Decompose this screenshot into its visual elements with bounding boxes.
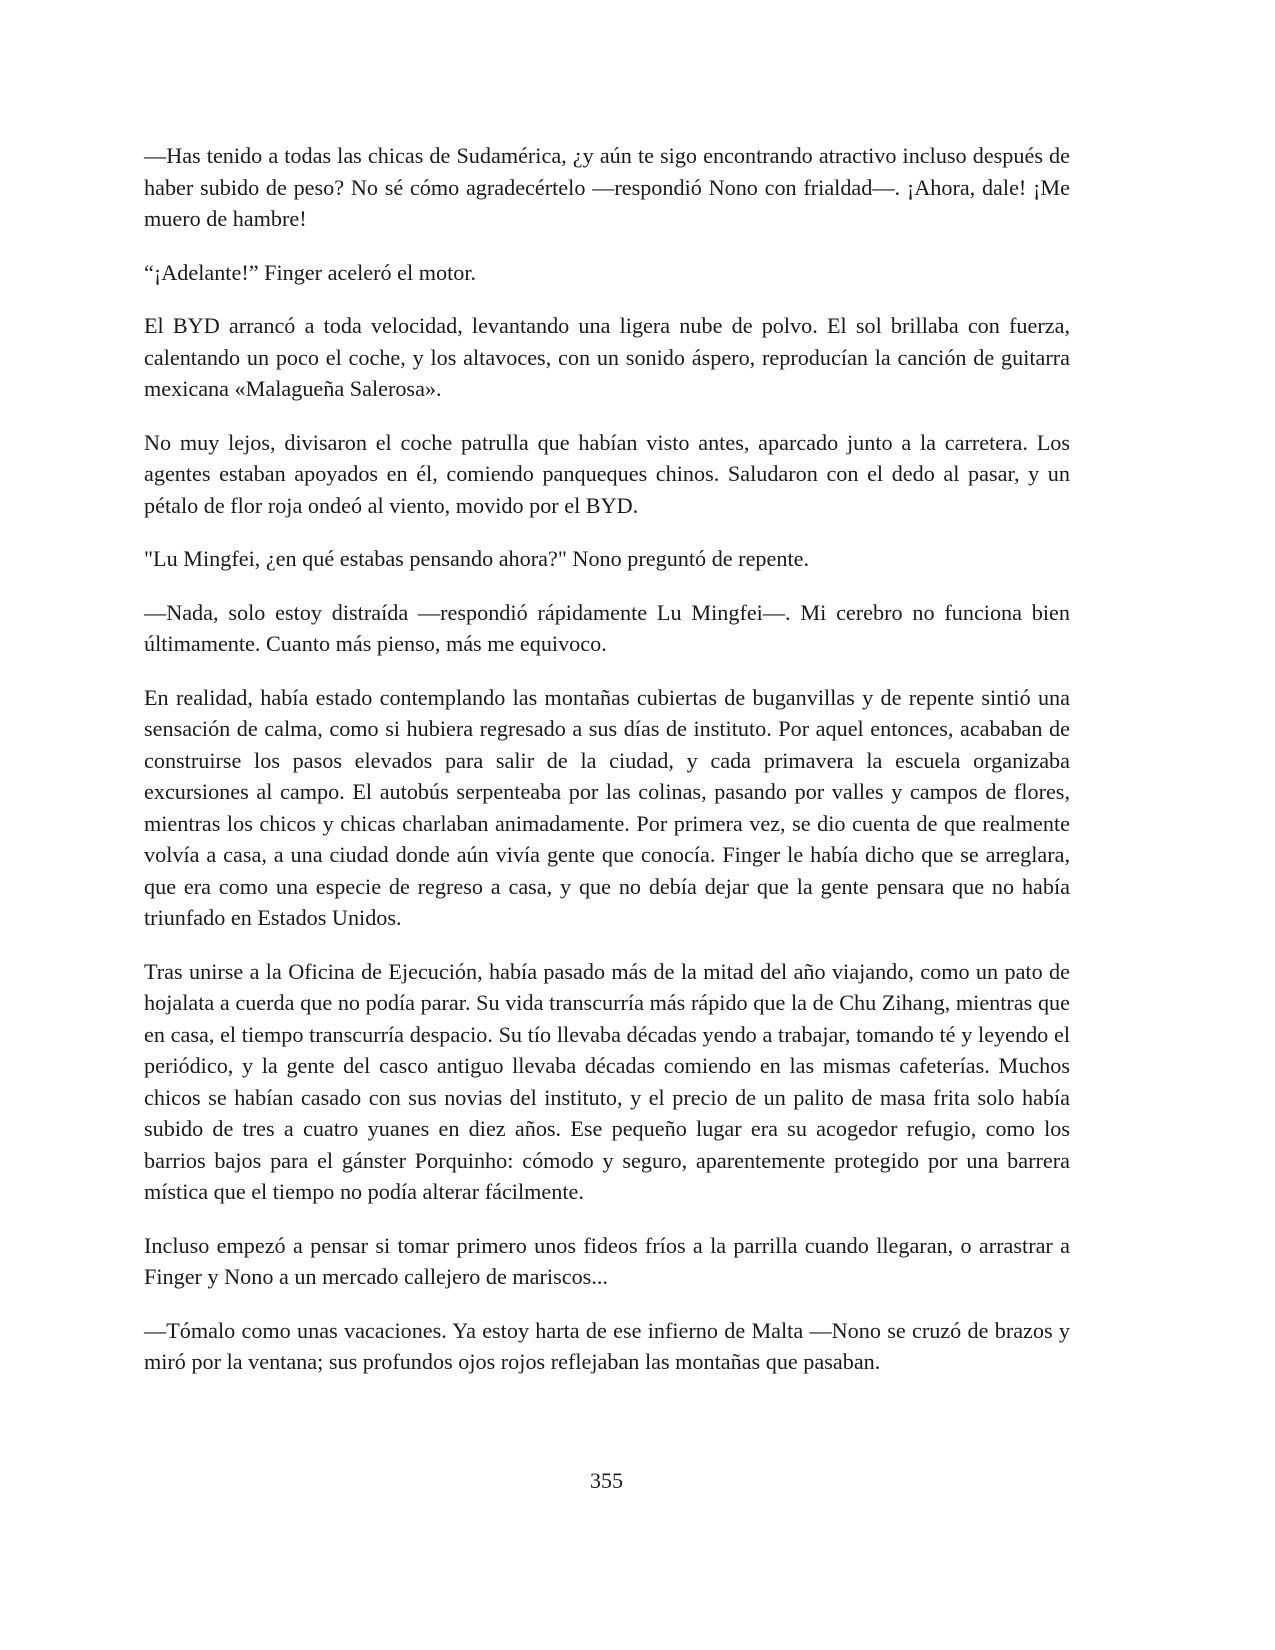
page-number: 355: [590, 1468, 623, 1493]
paragraph: —Nada, solo estoy distraída —respondió rápidamente Lu Mingfei—. Mi cerebro no funciona bien últimamente. Cuanto más pienso, más me equivoco.: [144, 599, 1070, 656]
paragraph: El BYD arrancó a toda velocidad, levantando una ligera nube de polvo. El sol brillaba con fuerza, calentando un poco el coche, y los altavoces, con un sonido áspero, reproducían la canción de guitarra mexicana «Malagueña Salerosa».: [144, 313, 1070, 401]
paragraph: Incluso empezó a pensar si tomar primero unos fideos fríos a la parrilla cuando llegaran, o arrastrar a Finger y Nono a un mercado callejero de mariscos...: [144, 1232, 1070, 1289]
paragraph: En realidad, había estado contemplando las montañas cubiertas de buganvillas y de repente sintió una sensación de calma, como si hubiera regresado a sus días de instituto. Por aquel entonces, acababan de construirse los pasos elevados para salir de la ciudad, y cada primavera la escuela organizaba excursiones al campo. El autobús serpenteaba por las colinas, pasando por valles y campos de flores, mientras los chicos y chicas charlaban animadamente. Por primera vez, se dio cuenta de que realmente volvía a casa, a una ciudad donde aún vivía gente que conocía. Finger le había dicho que se arreglara, que era como una especie de regreso a casa, y que no debía dejar que la gente pensara que no había triunfado en Estados Unidos.: [144, 684, 1070, 930]
paragraph: “¡Adelante!” Finger aceleró el motor.: [144, 259, 477, 285]
paragraph: "Lu Mingfei, ¿en qué estabas pensando ahora?" Nono preguntó de repente.: [144, 546, 810, 571]
paragraph: —Tómalo como unas vacaciones. Ya estoy harta de ese infierno de Malta —Nono se cruzó de brazos y miró por la ventana; sus profundos ojos rojos reflejaban las montañas que pasaban.: [144, 1317, 1070, 1374]
page-body: [144, 140, 1070, 1400]
paragraph: —Has tenido a todas las chicas de Sudamérica, ¿y aún te sigo encontrando atractivo incluso después de haber subido de peso? No sé cómo agradecértelo —respondió Nono con frialdad—. ¡Ahora, dale! ¡Me muero de hambre!: [144, 143, 1070, 231]
paragraph: No muy lejos, divisaron el coche patrulla que habían visto antes, aparcado junto a la carretera. Los agentes estaban apoyados en él, comiendo panqueques chinos. Saludaron con el dedo al pasar, y un pétalo de flor roja ondeó al viento, movido por el BYD.: [144, 429, 1070, 518]
paragraph: Tras unirse a la Oficina de Ejecución, había pasado más de la mitad del año viajando, como un pato de hojalata a cuerda que no podía parar. Su vida transcurría más rápido que la de Chu Zihang, mientras que en casa, el tiempo transcurría despacio. Su tío llevaba décadas yendo a trabajar, tomando té y leyendo el periódico, y la gente del casco antiguo llevaba décadas comiendo en las mismas cafeterías. Muchos chicos se habían casado con sus novias del instituto, y el precio de un palito de masa frita solo había subido de tres a cuatro yuanes en diez años. Ese pequeño lugar era su acogedor refugio, como los barrios bajos para el gánster Porquinho: cómodo y seguro, aparentemente protegido por una barrera mística que el tiempo no podía alterar fácilmente.: [144, 958, 1070, 1204]
